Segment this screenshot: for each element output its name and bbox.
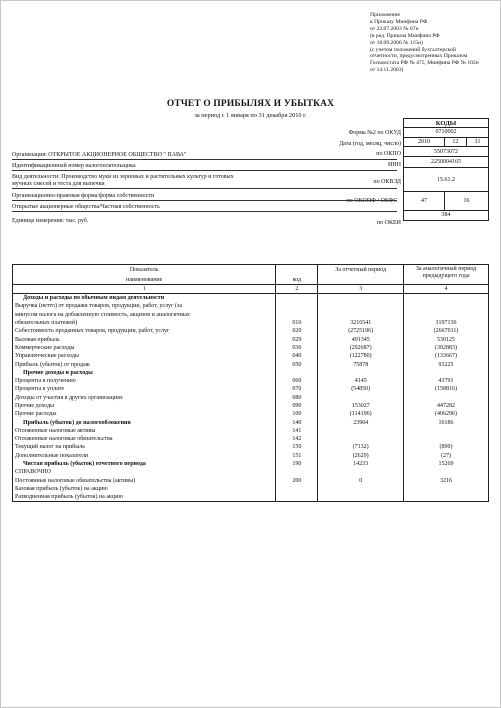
report-title: ОТЧЕТ О ПРИБЫЛЯХ И УБЫТКАХ	[166, 99, 335, 109]
row-code: 070	[276, 385, 318, 393]
appendix-line: к Приказу Минфина РФ	[370, 18, 428, 25]
row-current-value: (292687)	[318, 344, 404, 352]
inn-label: ИНН	[388, 162, 401, 168]
row-code	[276, 485, 318, 493]
okpo-code: 55073072	[404, 147, 489, 157]
table-row	[13, 377, 489, 385]
row-code: 080	[276, 394, 318, 402]
row-previous-value	[404, 435, 489, 443]
report-period: за период с 1 января по 31 декабря 2010 г.	[194, 112, 307, 119]
row-current-value	[318, 427, 404, 435]
row-name: Прибыль (убыток) от продаж	[13, 360, 276, 368]
row-code: 020	[276, 327, 318, 335]
row-name: Коммерческие расходы	[13, 344, 276, 352]
row-previous-value: 43791	[404, 377, 489, 385]
row-current-value: 4145	[318, 377, 404, 385]
row-previous-value: 15269	[404, 460, 489, 468]
row-code: 142	[276, 435, 318, 443]
row-name: Проценты к уплате	[13, 385, 276, 393]
row-previous-value: (2667011)	[404, 327, 489, 335]
row-previous-value: (406296)	[404, 410, 489, 418]
row-current-value: 75878	[318, 360, 404, 368]
row-current-value	[318, 294, 404, 303]
row-current-value: (122780)	[318, 352, 404, 360]
row-current-value	[318, 485, 404, 493]
row-current-value: 153027	[318, 402, 404, 410]
appendix-line: Госкомстата РФ № 475, Минфина РФ № 102н	[370, 60, 479, 67]
row-code	[276, 468, 318, 476]
row-code: 050	[276, 360, 318, 368]
row-code	[276, 311, 318, 319]
appendix-line: отчетности, предусмотренных Приказом	[370, 53, 468, 60]
table-row	[13, 452, 489, 460]
okved-code: 15.61.2	[404, 168, 489, 192]
okei-label: по ОКЕИ	[376, 220, 401, 226]
row-previous-value: 16186	[404, 418, 489, 426]
table-row	[13, 402, 489, 410]
okopf-label: по ОКОПФ / ОКФС	[346, 198, 398, 204]
table-row	[13, 493, 489, 502]
row-previous-value: (27)	[404, 452, 489, 460]
row-current-value: (2725196)	[318, 327, 404, 335]
table-row	[13, 352, 489, 360]
row-code: 090	[276, 402, 318, 410]
row-code: 030	[276, 344, 318, 352]
table-row	[13, 468, 489, 476]
ownership-value: Открытые акционерные общества/Частная собственность	[12, 204, 397, 212]
row-code	[276, 302, 318, 310]
legal-form-label: Организационно-правовая форма/форма собственности	[12, 193, 397, 201]
profit-loss-table	[12, 264, 489, 502]
date-day: 31	[466, 137, 488, 147]
row-previous-value	[404, 302, 489, 310]
row-current-value	[318, 369, 404, 377]
row-previous-value	[404, 311, 489, 319]
row-name: Разводненная прибыль (убыток) на акцию	[13, 493, 276, 502]
row-name: Валовая прибыль	[13, 335, 276, 343]
row-name: Прочие доходы и расходы	[13, 369, 276, 377]
row-current-value	[318, 394, 404, 402]
col-code-header: код	[276, 275, 318, 285]
row-name: Чистая прибыль (убыток) отчетного периода	[13, 460, 276, 468]
appendix-line: (с учетом положений бухгалтерской	[370, 46, 456, 53]
row-previous-value: 93225	[404, 360, 489, 368]
row-current-value	[318, 435, 404, 443]
row-code	[276, 294, 318, 303]
row-previous-value	[404, 294, 489, 303]
row-current-value: (7132)	[318, 443, 404, 451]
col-name-header: наименование	[13, 275, 276, 285]
okopf-code: 47	[404, 192, 445, 211]
row-name: Себестоимость проданных товаров, продукции, работ, услуг	[13, 327, 276, 335]
okved-label: по ОКВЭД	[373, 179, 401, 185]
row-previous-value	[404, 394, 489, 402]
row-code: 040	[276, 352, 318, 360]
row-code: 100	[276, 410, 318, 418]
table-row	[13, 410, 489, 418]
row-previous-value	[404, 427, 489, 435]
row-code: 140	[276, 418, 318, 426]
row-previous-value: (158816)	[404, 385, 489, 393]
row-previous-value: 530125	[404, 335, 489, 343]
table-row	[13, 360, 489, 368]
row-code: 190	[276, 460, 318, 468]
okfs-code: 16	[444, 192, 488, 211]
appendix-line: от 18.09.2006 № 115н)	[370, 39, 423, 46]
col-number-3: 3	[318, 285, 404, 294]
row-name: Текущий налог на прибыль	[13, 443, 276, 451]
row-current-value: 491345	[318, 335, 404, 343]
date-year: 2010	[404, 137, 445, 147]
row-name: Проценты к получению	[13, 377, 276, 385]
date-month: 12	[444, 137, 466, 147]
table-row	[13, 344, 489, 352]
taxpayer-id-label: Идентификационный номер налогоплательщика	[12, 163, 397, 171]
col-number-4: 4	[404, 285, 489, 294]
table-row	[13, 311, 489, 319]
appendix-line: от 14.11.2003)	[370, 67, 404, 74]
table-row	[13, 319, 489, 327]
codes-header: КОДЫ	[403, 118, 489, 128]
okud-label: Форма №2 по ОКУД	[348, 130, 401, 136]
row-current-value: (54850)	[318, 385, 404, 393]
date-label: Дата (год, месяц, число)	[339, 141, 401, 147]
row-name: Доходы и расходы по обычным видам деятельности	[13, 294, 276, 303]
row-current-value: 14233	[318, 460, 404, 468]
okpo-label: по ОКПО	[376, 151, 401, 157]
org-name: Организация: ОТКРЫТОЕ АКЦИОНЕРНОЕ ОБЩЕСТВО " ПАВА"	[12, 152, 397, 160]
table-row	[13, 369, 489, 377]
table-row	[13, 294, 489, 303]
col-indicator-header: Показатель	[13, 265, 276, 276]
table-row	[13, 302, 489, 310]
col-previous-header: За аналогичный период предыдущего года	[404, 265, 489, 285]
table-row	[13, 418, 489, 426]
row-previous-value: 3216	[404, 477, 489, 485]
row-name: Прибыль (убыток) до налогообложения	[13, 418, 276, 426]
row-previous-value: (133667)	[404, 352, 489, 360]
appendix-note	[370, 12, 498, 74]
row-previous-value: 3197136	[404, 319, 489, 327]
table-row	[13, 443, 489, 451]
okei-code: 384	[404, 211, 489, 221]
row-current-value	[318, 468, 404, 476]
row-name: Выручка (нетто) от продажи товаров, продукции, работ, услуг (за	[13, 302, 276, 310]
row-name: Отложенные налоговые обязательства	[13, 435, 276, 443]
col-code-header-top	[276, 265, 318, 276]
row-code: 151	[276, 452, 318, 460]
activity-line-1: Вид деятельности: Производство муки из зерновых и растительных культур и готовых	[12, 174, 234, 180]
row-previous-value: (890)	[404, 443, 489, 451]
row-name: Прочие расходы	[13, 410, 276, 418]
table-row	[13, 477, 489, 485]
table-row	[13, 327, 489, 335]
row-current-value	[318, 302, 404, 310]
codes-table	[403, 127, 489, 221]
row-current-value: 0	[318, 477, 404, 485]
row-name: Базовая прибыль (убыток) на акцию	[13, 485, 276, 493]
row-name: Постоянные налоговые обязательства (активы)	[13, 477, 276, 485]
col-current-header: За отчетный период	[318, 265, 404, 285]
row-name: Отложенные налоговые активы	[13, 427, 276, 435]
col-number-1: 1	[13, 285, 276, 294]
table-row	[13, 427, 489, 435]
row-code: 141	[276, 427, 318, 435]
row-code: 029	[276, 335, 318, 343]
inn-code: 2250004165	[404, 157, 489, 168]
row-name: Доходы от участия в других организациях	[13, 394, 276, 402]
okud-code: 0710002	[404, 128, 489, 138]
row-code: 200	[276, 477, 318, 485]
row-current-value: (2629)	[318, 452, 404, 460]
activity-line-2: мучных смесей и теста для выпечки	[12, 181, 397, 189]
row-name: СПРАВОЧНО	[13, 468, 276, 476]
row-code	[276, 369, 318, 377]
table-row	[13, 335, 489, 343]
row-code: 010	[276, 319, 318, 327]
row-previous-value	[404, 493, 489, 502]
row-name: Прочие доходы	[13, 402, 276, 410]
row-current-value: 3216541	[318, 319, 404, 327]
row-previous-value: 447282	[404, 402, 489, 410]
row-name: обязательных платежей)	[13, 319, 276, 327]
row-name: Управленческие расходы	[13, 352, 276, 360]
unit-of-measure: Единица измерения: тыс. руб.	[12, 218, 89, 224]
row-code	[276, 493, 318, 502]
appendix-line: (в ред. Приказа Минфина РФ	[370, 32, 440, 39]
row-current-value: (114196)	[318, 410, 404, 418]
row-code: 060	[276, 377, 318, 385]
table-row	[13, 394, 489, 402]
row-previous-value	[404, 468, 489, 476]
row-name: Дополнительные показатели	[13, 452, 276, 460]
row-previous-value	[404, 369, 489, 377]
table-row	[13, 460, 489, 468]
col-number-2: 2	[276, 285, 318, 294]
row-current-value	[318, 493, 404, 502]
row-name: минусом налога на добавленную стоимость, акцизов и аналогичных	[13, 311, 276, 319]
appendix-line: Приложение	[370, 12, 401, 18]
row-code: 150	[276, 443, 318, 451]
row-current-value: 23904	[318, 418, 404, 426]
table-row	[13, 485, 489, 493]
row-previous-value: (302883)	[404, 344, 489, 352]
table-row	[13, 385, 489, 393]
row-current-value	[318, 311, 404, 319]
table-row	[13, 435, 489, 443]
appendix-line: от 22.07.2003 № 67н	[370, 25, 419, 32]
row-previous-value	[404, 485, 489, 493]
